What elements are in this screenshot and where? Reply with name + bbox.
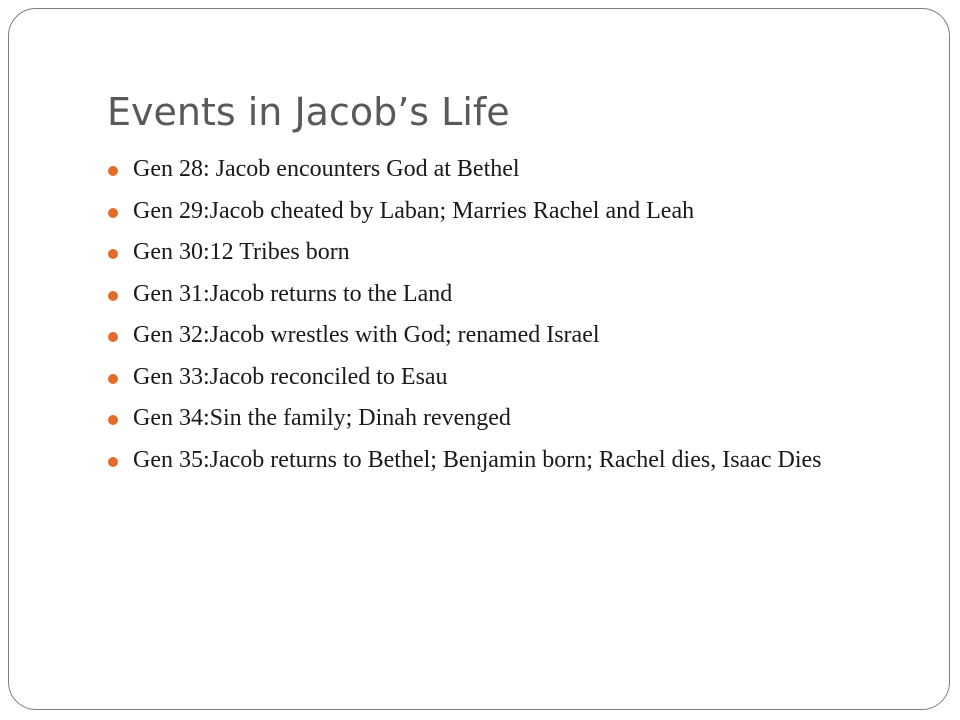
bullet-text: Gen 31:Jacob returns to the Land bbox=[133, 280, 453, 307]
bullet-dot-icon bbox=[108, 332, 118, 342]
bullet-text: Gen 35:Jacob returns to Bethel; Benjamin born; Rachel dies, Isaac Dies bbox=[133, 446, 822, 473]
bullet-text: Gen 33:Jacob reconciled to Esau bbox=[133, 363, 448, 390]
bullet-item bbox=[108, 237, 908, 268]
bullet-dot-icon bbox=[108, 291, 118, 301]
bullet-item bbox=[108, 196, 908, 227]
bullet-text: Gen 32:Jacob wrestles with God; renamed Israel bbox=[133, 322, 600, 348]
bullet-dot-icon bbox=[108, 457, 118, 467]
bullet-dot-icon bbox=[108, 166, 118, 176]
bullet-text: Gen 28: Jacob encounters God at Bethel bbox=[133, 156, 520, 182]
bullet-item bbox=[108, 279, 908, 310]
bullet-list bbox=[108, 154, 908, 486]
bullet-text: Gen 30:12 Tribes born bbox=[133, 239, 350, 265]
bullet-text: Gen 29:Jacob cheated by Laban; Marries Rachel and Leah bbox=[133, 197, 695, 224]
bullet-dot-icon bbox=[108, 415, 118, 425]
slide-title: Events in Jacob’s Life bbox=[107, 90, 510, 134]
bullet-dot-icon bbox=[108, 208, 118, 218]
bullet-item bbox=[108, 154, 908, 185]
bullet-item bbox=[108, 320, 908, 351]
bullet-text: Gen 34:Sin the family; Dinah revenged bbox=[133, 405, 511, 431]
bullet-item bbox=[108, 445, 908, 476]
bullet-item bbox=[108, 403, 908, 434]
bullet-dot-icon bbox=[108, 249, 118, 259]
bullet-dot-icon bbox=[108, 374, 118, 384]
bullet-item bbox=[108, 362, 908, 393]
